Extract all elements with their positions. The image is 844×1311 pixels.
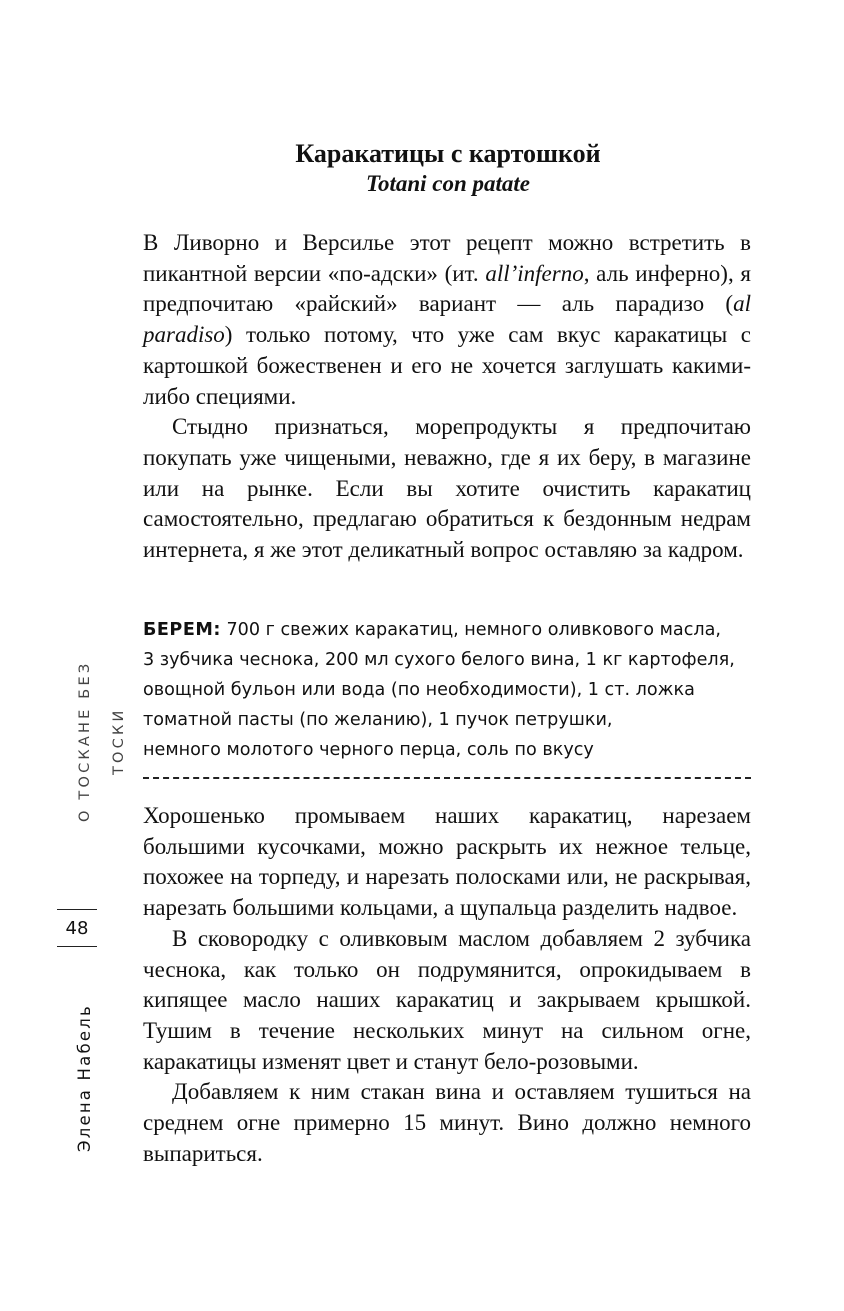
intro-paragraph-1 [143, 228, 751, 412]
ingredients-line: томатной пасты (по желанию), 1 пучок петрушки, [143, 710, 613, 730]
ingredients-line [143, 615, 753, 645]
method-text [143, 801, 751, 1169]
ingredients-line: 3 зубчика чеснока, 200 мл сухого белого вина, 1 кг картофеля, [143, 650, 735, 670]
section-divider [143, 777, 751, 781]
intro-text [143, 228, 751, 566]
intro-paragraph-2: Стыдно признаться, морепродукты я предпочитаю покупать уже чищеными, неважно, где я их беру, в магазине или на рынке. Если вы хотите очистить каракатиц самостоятельно, предлагаю обратиться к бездонным недрам интернета, я же этот деликатный вопрос оставляю за кадром. [143, 414, 751, 563]
ingredients-label: БЕРЕМ: [143, 620, 221, 640]
ingredients-block [143, 615, 753, 765]
ingredients-line: немного молотого черного перца, соль по вкусу [143, 740, 594, 760]
page-number: 48 [65, 918, 89, 939]
page-number-rule-top [57, 909, 97, 910]
page-number-rule-bottom [57, 946, 97, 947]
intro-p1-text-a: В Ливорно и Версилье этот рецепт можно встретить в пикантной версии «по-адски» (ит. [143, 230, 751, 286]
method-paragraph-1: Хорошенько промываем наших каракатиц, нарезаем большими кусочками, можно раскрыть их нежное тельце, похожее на торпеду, и нарезать полосками или, не раскрывая, нарезать большими кольцами, а щупальца разделить надвое. [143, 803, 751, 921]
ingredients-line: овощной бульон или вода (по необходимости), 1 ст. ложка [143, 680, 695, 700]
method-paragraph-3: Добавляем к ним стакан вина и оставляем тушиться на среднем огне примерно 15 минут. Вино должно немного выпариться. [143, 1079, 751, 1166]
recipe-subtitle-italian: Totani con patate [366, 171, 530, 196]
italian-term-paradiso: al paradiso [143, 291, 751, 348]
running-head-book-title: О ТОСКАНЕ БЕЗ ТОСКИ [77, 660, 127, 822]
intro-p1-text-c: ) только потому, что уже сам вкус каракатицы с картошкой божественен и его не хочется заглушать какими-либо специями. [143, 322, 751, 409]
recipe-title: Каракатицы с картошкой [295, 139, 601, 168]
method-paragraph-2: В сковородку с оливковым маслом добавляем 2 зубчика чеснока, как только он подрумянится, опрокидываем в кипящее масло наших каракатиц и закрываем крышкой. Тушим в течение нескольких минут на сильном огне, каракатицы изменят цвет и станут бело-розовыми. [143, 925, 751, 1074]
italian-term-inferno: all’inferno [485, 260, 584, 286]
intro-p1-text-b: , аль инферно), я предпочитаю «райский» вариант — аль парадизо ( [143, 260, 751, 317]
ingredients-line-text: 700 г свежих каракатиц, немного оливкового масла, [226, 620, 722, 640]
running-head-author: Элена Набель [75, 1004, 94, 1152]
